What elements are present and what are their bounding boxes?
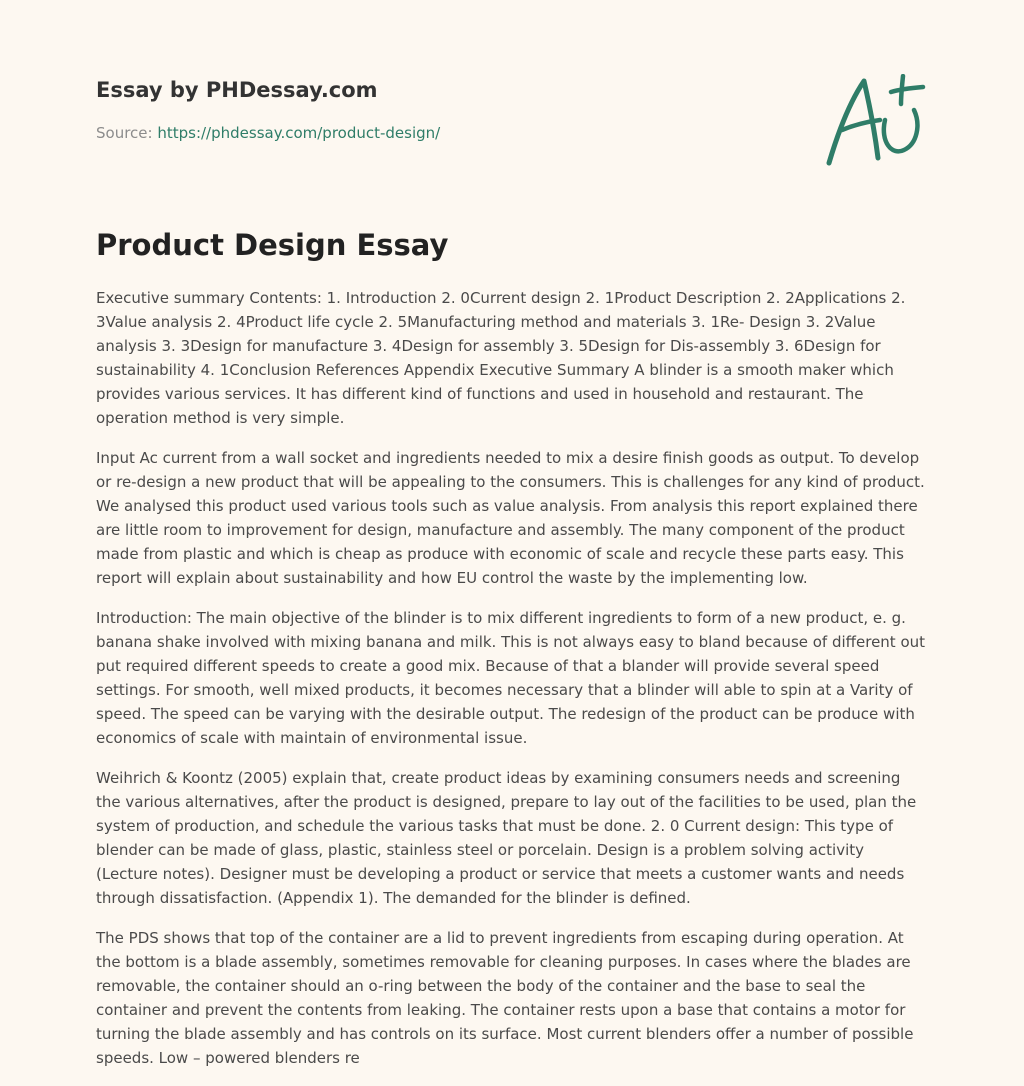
essay-body <box>96 286 926 1086</box>
site-title: Essay by PHDessay.com <box>96 78 378 102</box>
logo-swoosh-icon <box>884 110 918 151</box>
essay-page <box>96 0 926 1084</box>
source-link[interactable]: https://phdessay.com/product-design/ <box>157 124 441 142</box>
essay-paragraph: The PDS shows that top of the container are a lid to prevent ingredients from escaping during operation. At the bottom is a blade assembly, sometimes removable for cleaning purposes. In cases where the blades are removable, the container should an o-ring between the body of the container and the base to seal the container and prevent the contents from leaking. The container rests upon a base that contains a motor for turning the blade assembly and has controls on its surface. Most current blenders offer a number of possible speeds. Low – powered blenders re <box>96 929 914 1067</box>
essay-title: Product Design Essay <box>96 228 449 262</box>
essay-paragraph: Input Ac current from a wall socket and ingredients needed to mix a desire finish goods as output. To develop or re-design a new product that will be appealing to the consumers. This is challenges for any kind of product. We analysed this product used various tools such as value analysis. From analysis this report explained there are little room to improvement for design, manufacture and assembly. The many component of the product made from plastic and which is cheap as produce with economic of scale and recycle these parts easy. This report will explain about sustainability and how EU control the waste by the implementing low. <box>96 449 925 587</box>
source-line <box>96 124 440 142</box>
essay-paragraph: Introduction: The main objective of the blinder is to mix different ingredients to form of a new product, e. g. banana shake involved with mixing banana and milk. This is not always easy to bland because of different out put required different speeds to create a good mix. Because of that a blander will provide several speed settings. For smooth, well mixed products, it becomes necessary that a blinder will able to spin at a Varity of speed. The speed can be varying with the desirable output. The redesign of the product can be produce with economics of scale with maintain of environmental issue. <box>96 609 926 747</box>
logo-plus-horizontal-icon <box>891 87 923 92</box>
essay-paragraph: Weihrich & Koontz (2005) explain that, create product ideas by examining consumers needs and screening the various alternatives, after the product is designed, prepare to lay out of the facilities to be used, plan the system of production, and schedule the various tasks that must be done. 2. 0 Current design: This type of blender can be made of glass, plastic, stainless steel or porcelain. Design is a problem solving activity (Lecture notes). Designer must be developing a product or service that meets a customer wants and needs through dissatisfaction. (Appendix 1). The demanded for the blinder is defined. <box>96 769 917 907</box>
a-plus-logo-icon <box>822 74 926 168</box>
source-label: Source: <box>96 124 158 142</box>
essay-paragraph: Executive summary Contents: 1. Introduction 2. 0Current design 2. 1Product Description 2. 2Applications 2. 3Value analysis 2. 4Product life cycle 2. 5Manufacturing method and materials 3. 1Re- Design 3. 2Value analysis 3. 3Design for manufacture 3. 4Design for assembly 3. 5Design for Dis-assembly 3. 6Design for sustainability 4. 1Conclusion References Appendix Executive Summary A blinder is a smooth maker which provides various services. It has different kind of functions and used in household and restaurant. The operation method is very simple. <box>96 289 906 427</box>
header <box>96 74 926 184</box>
